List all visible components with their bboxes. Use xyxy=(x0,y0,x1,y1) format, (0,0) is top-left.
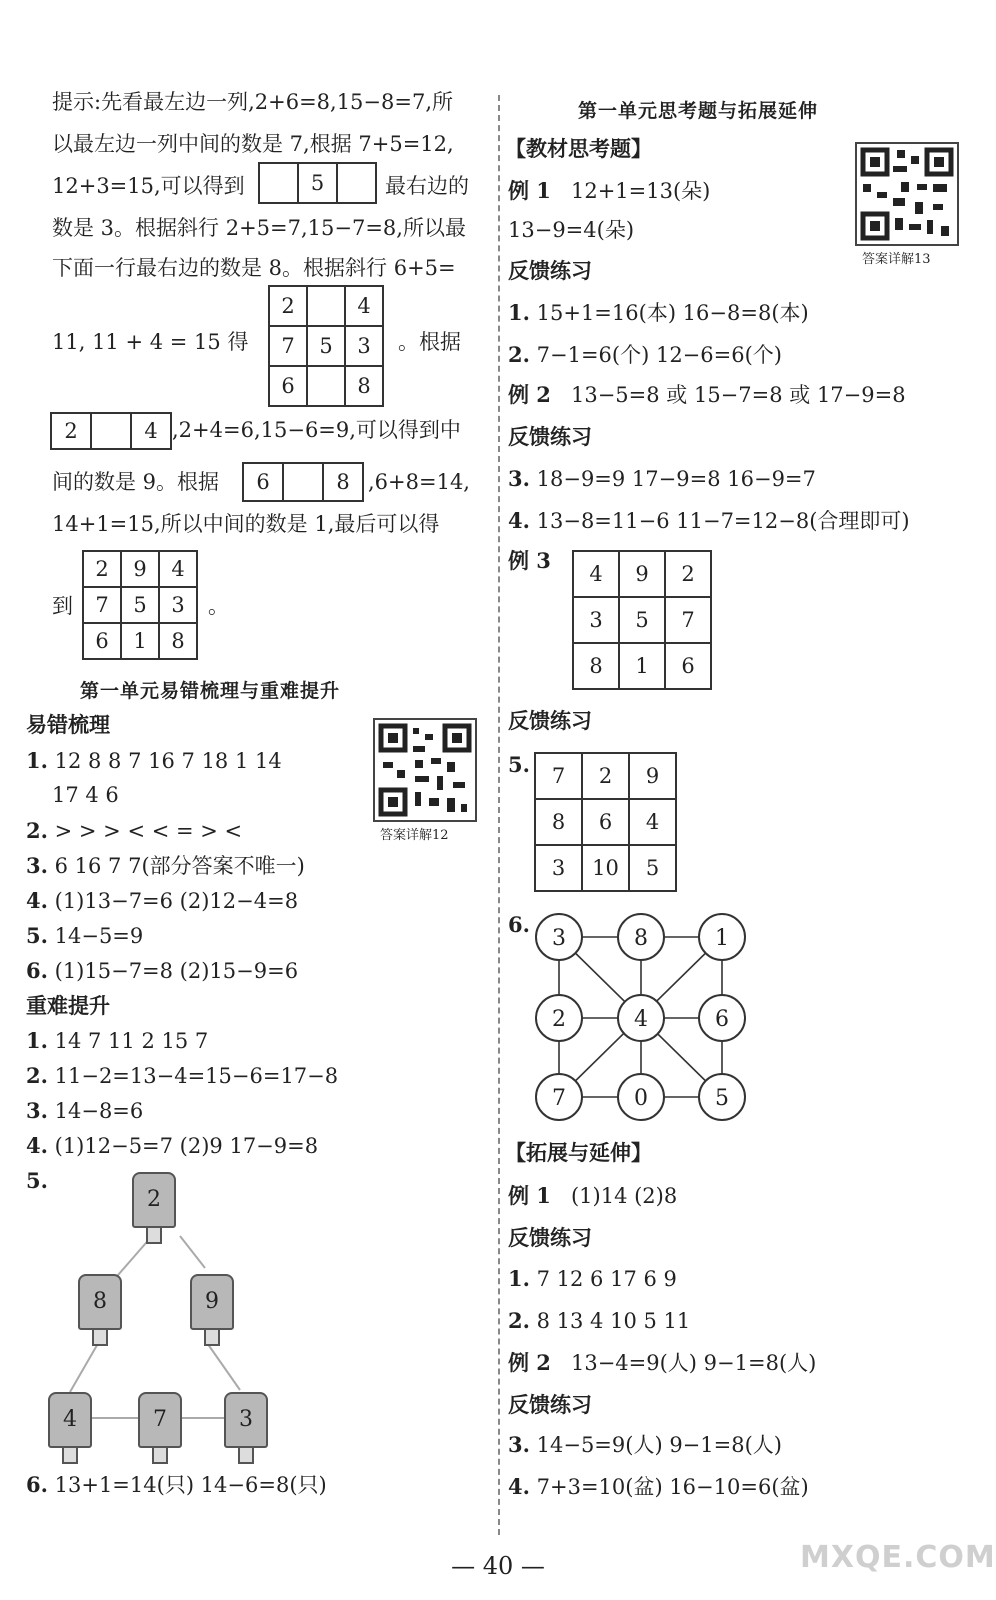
item-text: 13−9=4(朵) xyxy=(508,218,635,242)
list-item xyxy=(508,1310,690,1332)
grid-d-cell: 5 xyxy=(629,845,676,891)
grid-a-cell: 3 xyxy=(345,326,383,366)
grid-b-cell: 6 xyxy=(83,623,121,659)
item-text: 17 4 6 xyxy=(52,783,119,807)
list-item xyxy=(26,1474,327,1496)
grid-b-cell: 5 xyxy=(121,587,159,623)
grid-c-cell: 2 xyxy=(665,551,711,597)
circle-value: 4 xyxy=(634,1007,648,1032)
row-box-3-cell: 8 xyxy=(323,463,363,501)
popsicle-stick xyxy=(62,1446,78,1464)
grid-d-cell: 2 xyxy=(582,753,629,799)
hint-line-10b: 。 xyxy=(208,594,229,618)
grid-c-cell: 7 xyxy=(665,597,711,643)
section-title-left: 第一单元易错梳理与重难提升 xyxy=(80,680,341,702)
grid-d-cell: 8 xyxy=(535,799,582,845)
item-number: 3. xyxy=(26,853,48,878)
item-number: 4. xyxy=(26,1133,48,1158)
item-text: 14−5=9 xyxy=(54,924,144,948)
feedback-heading: 反馈练习 xyxy=(508,1225,592,1250)
circle-value: 5 xyxy=(715,1086,729,1111)
item-text: (1)15−7=8 (2)15−9=6 xyxy=(54,959,299,983)
grid-c-cell: 6 xyxy=(665,643,711,689)
grid-d-cell: 3 xyxy=(535,845,582,891)
grid-c-cell: 5 xyxy=(619,597,665,643)
qr-label-13: 答案详解13 xyxy=(862,252,931,267)
hint-line-2: 以最左边一列中间的数是 7,根据 7+5=12, xyxy=(52,132,454,156)
item-number: 2. xyxy=(508,342,530,367)
popsicle-stick xyxy=(152,1446,168,1464)
item-number: 4. xyxy=(508,1474,530,1499)
grid-b-cell: 9 xyxy=(121,551,159,587)
example-3-label: 例 3 xyxy=(508,548,551,573)
list-item xyxy=(508,1268,677,1290)
row-box-1-cell: 5 xyxy=(298,163,337,203)
feedback-heading: 反馈练习 xyxy=(508,424,592,449)
grid-c-cell: 9 xyxy=(619,551,665,597)
watermark: MXQE.COM xyxy=(800,1540,996,1575)
circle-value: 6 xyxy=(715,1007,729,1032)
hint-line-10: 到 xyxy=(52,594,73,618)
grid-d-cell: 9 xyxy=(629,753,676,799)
grid-c-cell: 1 xyxy=(619,643,665,689)
item-text: 12 8 8 7 16 7 18 1 14 xyxy=(54,749,282,773)
qr-label-12: 答案详解12 xyxy=(380,828,449,843)
popsicle-value: 7 xyxy=(138,1392,182,1448)
grid-d-cell: 6 xyxy=(582,799,629,845)
item-number: 4. xyxy=(508,508,530,533)
item-text: 14 7 11 2 15 7 xyxy=(54,1029,209,1053)
hint-line-3: 12+3=15,可以得到 xyxy=(52,174,245,198)
grid-a-cell: 5 xyxy=(307,326,345,366)
grid-d-cell: 4 xyxy=(629,799,676,845)
grid-b-cell: 4 xyxy=(159,551,197,587)
popsicle-value: 3 xyxy=(224,1392,268,1448)
item-number: 例 2 xyxy=(508,382,551,407)
row-box-2-cell: 2 xyxy=(51,413,91,449)
hint-line-8: 间的数是 9。根据 xyxy=(52,470,220,494)
item-number: 2. xyxy=(26,818,48,843)
circle-network xyxy=(520,900,770,1130)
item-number: 例 1 xyxy=(508,178,551,203)
grid-d-cell: 7 xyxy=(535,753,582,799)
question-6-label: 6. xyxy=(508,912,530,937)
popsicle-stick xyxy=(146,1226,162,1244)
list-item xyxy=(508,1476,809,1498)
item-number: 3. xyxy=(26,1098,48,1123)
popsicle-stick xyxy=(204,1328,220,1346)
column-divider xyxy=(498,95,500,1535)
hint-line-3b: 最右边的 xyxy=(385,174,469,198)
grid-c-cell: 8 xyxy=(573,643,619,689)
list-item xyxy=(508,220,634,241)
item-text: (1)12−5=7 (2)9 17−9=8 xyxy=(54,1134,319,1158)
feedback-heading: 反馈练习 xyxy=(508,258,592,283)
circle-value: 1 xyxy=(715,926,729,951)
item-number: 1. xyxy=(508,1266,530,1291)
item-text: 14−8=6 xyxy=(54,1099,144,1123)
list-item xyxy=(508,468,816,490)
grid-a-cell: 2 xyxy=(269,286,307,326)
list-item xyxy=(508,180,710,202)
circle-value: 8 xyxy=(634,926,648,951)
popsicle-value: 4 xyxy=(48,1392,92,1448)
item-number: 6. xyxy=(26,958,48,983)
grid-b-cell: 8 xyxy=(159,623,197,659)
item-number: 1. xyxy=(26,748,48,773)
grid-b-cell: 7 xyxy=(83,587,121,623)
grid-a-cell: 4 xyxy=(345,286,383,326)
list-item xyxy=(508,384,906,406)
item-number: 5. xyxy=(26,1168,48,1193)
list-item xyxy=(508,344,782,366)
list-item xyxy=(508,1185,677,1207)
item-number: 5. xyxy=(26,923,48,948)
circle-value: 7 xyxy=(552,1086,566,1111)
feedback-heading: 反馈练习 xyxy=(508,708,592,733)
item-text: 12+1=13(朵) xyxy=(570,179,711,203)
item-number: 例 2 xyxy=(508,1350,551,1375)
hint-line-6: 11, 11 + 4 = 15 得 xyxy=(52,330,249,354)
item-number: 3. xyxy=(508,466,530,491)
grid-a-cell: 6 xyxy=(269,366,307,406)
item-text: 14−5=9(人) 9−1=8(人) xyxy=(536,1433,782,1457)
item-text: 18−9=9 17−9=8 16−9=7 xyxy=(536,467,816,491)
tag-textbook: 【教材思考题】 xyxy=(505,136,652,161)
popsicle-stick xyxy=(238,1446,254,1464)
item-text: 11−2=13−4=15−6=17−8 xyxy=(54,1064,339,1088)
item-text: 15+1=16(本) 16−8=8(本) xyxy=(536,301,809,325)
hint-line-7: ,2+4=6,15−6=9,可以得到中 xyxy=(172,418,461,442)
item-text: 7−1=6(个) 12−6=6(个) xyxy=(536,343,782,367)
hint-line-5: 下面一行最右边的数是 8。根据斜行 6+5= xyxy=(52,256,456,280)
item-text: 6 16 7 7(部分答案不唯一) xyxy=(54,854,305,878)
list-item xyxy=(508,510,910,532)
item-number: 6. xyxy=(26,1472,48,1497)
item-number: 4. xyxy=(26,888,48,913)
item-text: 13−5=8 或 15−7=8 或 17−9=8 xyxy=(570,383,906,407)
circle-value: 0 xyxy=(634,1086,648,1111)
circle-value: 3 xyxy=(552,926,566,951)
page-number: — 40 — xyxy=(451,1552,545,1580)
grid-a-cell: 7 xyxy=(269,326,307,366)
item-number: 1. xyxy=(508,300,530,325)
hint-line-6b: 。根据 xyxy=(398,330,461,354)
row-box-2-cell: 4 xyxy=(131,413,171,449)
popsicle-stick xyxy=(92,1328,108,1346)
item-text: 13+1=14(只) 14−6=8(只) xyxy=(54,1473,327,1497)
grid-a-cell: 8 xyxy=(345,366,383,406)
item-text: 7+3=10(盆) 16−10=6(盆) xyxy=(536,1475,809,1499)
list-item xyxy=(508,302,809,324)
grid-b-cell: 3 xyxy=(159,587,197,623)
row-box-3-cell: 6 xyxy=(243,463,283,501)
section-title-right: 第一单元思考题与拓展延伸 xyxy=(578,100,819,122)
item-number: 例 1 xyxy=(508,1183,551,1208)
grid-c xyxy=(572,550,712,690)
item-text: 13−8=11−6 11−7=12−8(合理即可) xyxy=(536,509,910,533)
subheading-errors: 易错梳理 xyxy=(26,712,110,737)
list-item xyxy=(508,1352,816,1374)
item-number: 2. xyxy=(508,1308,530,1333)
item-text: 8 13 4 10 5 11 xyxy=(536,1309,691,1333)
grid-c-cell: 3 xyxy=(573,597,619,643)
popsicle-connectors xyxy=(0,0,498,1500)
item-text: (1)14 (2)8 xyxy=(570,1184,678,1208)
item-text: 13−4=9(人) 9−1=8(人) xyxy=(570,1351,817,1375)
qr-code-13[interactable] xyxy=(855,142,959,246)
item-number: 1. xyxy=(26,1028,48,1053)
grid-b-cell: 1 xyxy=(121,623,159,659)
circle-value: 2 xyxy=(552,1007,566,1032)
tag-extension: 【拓展与延伸】 xyxy=(505,1140,652,1165)
grid-c-cell: 4 xyxy=(573,551,619,597)
popsicle-value: 9 xyxy=(190,1274,234,1330)
qr-icon xyxy=(857,144,957,244)
item-text: > > > < < = > < xyxy=(54,819,243,843)
feedback-heading: 反馈练习 xyxy=(508,1392,592,1417)
grid-d xyxy=(534,752,677,892)
hint-line-9: 14+1=15,所以中间的数是 1,最后可以得 xyxy=(52,512,440,536)
item-text: (1)13−7=6 (2)12−4=8 xyxy=(54,889,299,913)
item-number: 2. xyxy=(26,1063,48,1088)
subheading-improve: 重难提升 xyxy=(26,993,110,1018)
grid-d-cell: 10 xyxy=(582,845,629,891)
hint-line-8b: ,6+8=14, xyxy=(368,470,470,494)
hint-line-4: 数是 3。根据斜行 2+5=7,15−7=8,所以最 xyxy=(52,216,466,240)
item-number: 3. xyxy=(508,1432,530,1457)
list-item xyxy=(508,1434,782,1456)
popsicle-value: 2 xyxy=(132,1172,176,1228)
question-5-label: 5. xyxy=(508,752,530,777)
grid-b-cell: 2 xyxy=(83,551,121,587)
popsicle-value: 8 xyxy=(78,1274,122,1330)
hint-line-1: 提示:先看最左边一列,2+6=8,15−8=7,所 xyxy=(52,90,454,114)
item-text: 7 12 6 17 6 9 xyxy=(536,1267,677,1291)
